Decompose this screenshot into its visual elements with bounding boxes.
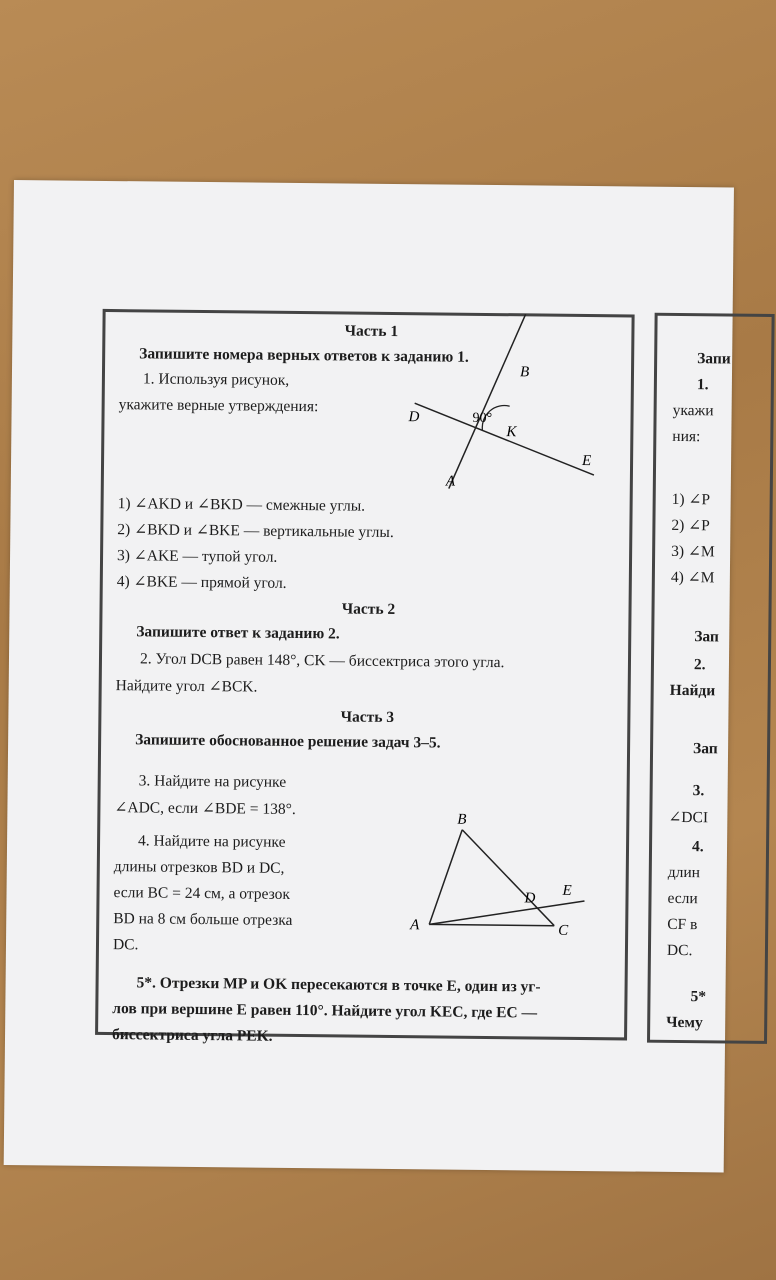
part3-title: Часть 3: [340, 708, 395, 727]
right-frag-4: ния:: [672, 427, 701, 446]
left-worksheet: [95, 309, 635, 1045]
right-frag-6: 2) ∠P: [671, 516, 710, 535]
right-frag-11: Найди: [669, 681, 716, 700]
right-frag-2: 1.: [696, 376, 709, 394]
task1-option-2: 2) ∠BKD и ∠BKE — вертикальные углы.: [117, 521, 394, 541]
task5-line1: 5*. Отрезки MP и OK пересекаются в точке E, один из уг-: [136, 974, 541, 996]
segment-bc: [461, 830, 555, 926]
task1-line2: укажите верные утверждения:: [118, 396, 319, 416]
task4-line1: 4. Найдите на рисунке: [137, 832, 286, 851]
task4-line5: DC.: [112, 936, 139, 954]
label-d: D: [524, 890, 536, 907]
part3-instruction: Запишите обоснованное решение задач 3–5.: [135, 731, 441, 752]
part2-instruction: Запишите ответ к заданию 2.: [136, 623, 340, 643]
right-frag-1: Запи: [697, 350, 731, 368]
label-b: B: [519, 364, 530, 381]
right-frag-5: 1) ∠P: [671, 490, 711, 509]
task5-line2: лов при вершине E равен 110°. Найдите угол KEC, где EC —: [112, 1000, 538, 1022]
segment-ba: [429, 829, 462, 924]
right-frag-17: если: [667, 889, 698, 908]
label-a: A: [445, 473, 456, 490]
task3-line2: ∠ADC, если ∠BDE = 138°.: [114, 799, 296, 818]
task1-line1: 1. Используя рисунок,: [142, 370, 290, 389]
angle-label: 90°: [472, 410, 493, 427]
task4-line3: если BC = 24 см, а отрезок: [113, 884, 291, 903]
right-frag-18: CF в: [667, 915, 698, 934]
task1-option-4: 4) ∠BKE — прямой угол.: [116, 573, 287, 592]
label-k: K: [506, 424, 517, 441]
right-worksheet-fragment: [647, 313, 775, 1044]
task1-option-3: 3) ∠AKE — тупой угол.: [116, 547, 278, 566]
right-frag-14: ∠DCI: [668, 808, 709, 827]
task1-figure: [394, 363, 615, 505]
right-frag-21: Чему: [666, 1013, 703, 1032]
label-b: B: [457, 811, 467, 828]
task2-line2: Найдите угол ∠BCK.: [115, 677, 258, 696]
label-e: E: [562, 882, 572, 899]
right-frag-3: укажи: [672, 401, 714, 420]
right-frag-20: 5*: [690, 988, 707, 1006]
right-frag-16: длин: [667, 863, 701, 882]
right-frag-12: Зап: [692, 740, 718, 758]
part1-title: Часть 1: [344, 322, 399, 341]
task4-line2: длины отрезков BD и DC,: [113, 858, 285, 877]
label-c: C: [558, 922, 569, 939]
right-frag-10: 2.: [693, 656, 706, 674]
part1-instruction: Запишите номера верных ответов к заданию 1.: [139, 345, 469, 366]
label-d: D: [408, 409, 420, 426]
paper-sheet: [4, 180, 734, 1172]
task4-line4: BD на 8 см больше отрезка: [113, 910, 293, 929]
line-de: [414, 403, 595, 475]
task1-option-1: 1) ∠AKD и ∠BKD — смежные углы.: [117, 495, 366, 515]
task3-line1: 3. Найдите на рисунке: [138, 772, 287, 791]
task2-line1: 2. Угол DCB равен 148°, CK — биссектриса этого угла.: [139, 650, 505, 672]
label-a: A: [410, 917, 420, 934]
right-frag-9: Зап: [694, 628, 720, 646]
part2-title: Часть 2: [341, 600, 396, 619]
right-frag-13: 3.: [692, 782, 705, 800]
task5-line3: биссектриса угла PEK.: [111, 1026, 273, 1045]
task4-figure: [404, 809, 605, 951]
right-frag-7: 3) ∠M: [671, 542, 715, 561]
right-frag-15: 4.: [691, 838, 704, 856]
label-e: E: [582, 452, 592, 470]
right-frag-19: DC.: [666, 941, 693, 960]
segment-ac: [429, 924, 554, 925]
right-frag-8: 4) ∠M: [670, 568, 715, 587]
